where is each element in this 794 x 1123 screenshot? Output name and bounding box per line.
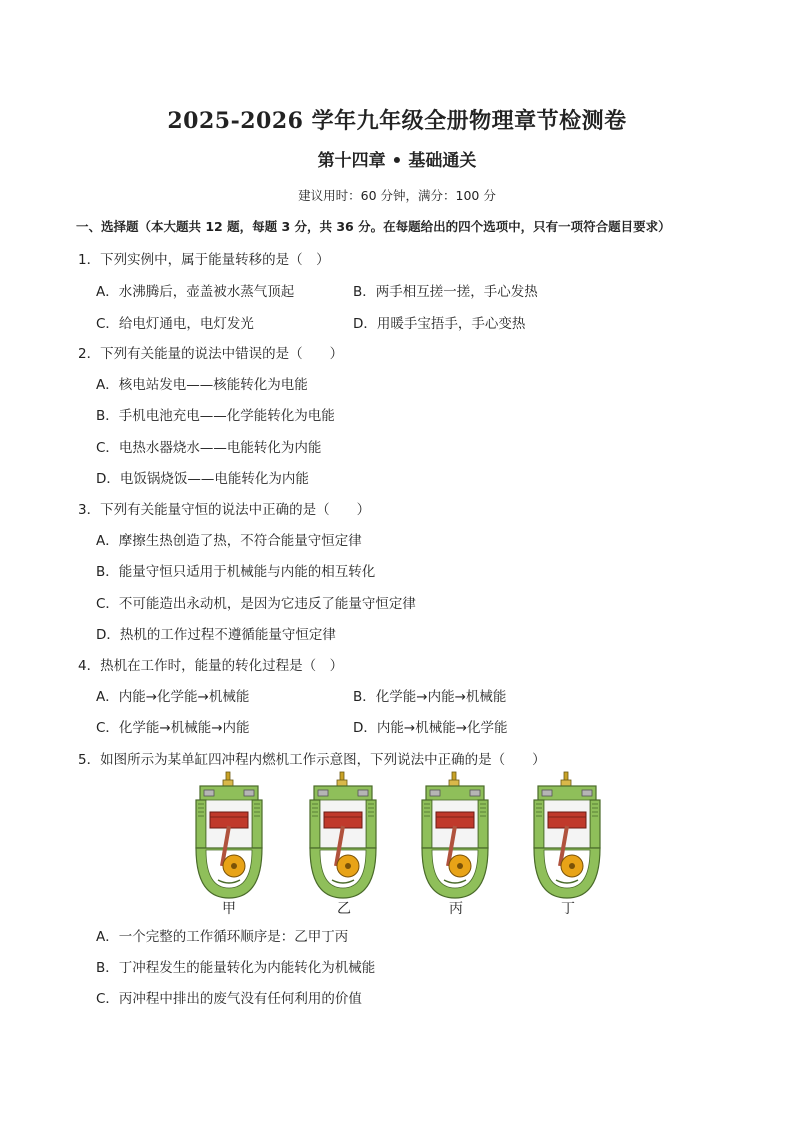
question-3-option-d: D．热机的工作过程不遵循能量守恒定律 (96, 627, 336, 643)
engine-strokes-figure (190, 770, 620, 920)
figure-label-ding: 丁 (561, 901, 575, 917)
exam-meta: 建议用时：60 分钟，满分：100 分 (298, 188, 496, 203)
figure-label-yi: 乙 (337, 901, 351, 917)
question-2-option-a: A．核电站发电——核能转化为电能 (96, 377, 308, 393)
chapter-subtitle: 第十四章 • 基础通关 (317, 151, 477, 171)
page-title: 2025-2026 学年九年级全册物理章节检测卷 (167, 108, 627, 134)
question-5-option-b: B．丁冲程发生的能量转化为内能转化为机械能 (96, 960, 376, 976)
question-1-stem: 1．下列实例中，属于能量转移的是（ ） (78, 252, 330, 268)
question-1-option-d: D．用暖手宝捂手，手心变热 (353, 316, 526, 332)
question-4-option-b: B．化学能→内能→机械能 (353, 689, 507, 705)
question-1-option-b: B．两手相互搓一搓，手心发热 (353, 284, 538, 300)
question-3-option-c: C．不可能造出永动机，是因为它违反了能量守恒定律 (96, 596, 416, 612)
question-4-option-d: D．内能→机械能→化学能 (353, 720, 508, 736)
question-4-stem: 4．热机在工作时，能量的转化过程是（ ） (78, 658, 344, 674)
question-4-option-a: A．内能→化学能→机械能 (96, 689, 250, 705)
question-5-option-c: C．丙冲程中排出的废气没有任何利用的价值 (96, 991, 362, 1007)
question-2-option-d: D．电饭锅烧饭——电能转化为内能 (96, 471, 309, 487)
question-3-option-a: A．摩擦生热创造了热，不符合能量守恒定律 (96, 533, 362, 549)
question-2-stem: 2．下列有关能量的说法中错误的是（ ） (78, 346, 344, 362)
question-4-option-c: C．化学能→机械能→内能 (96, 720, 250, 736)
figure-label-jia: 甲 (222, 901, 236, 917)
question-3-stem: 3．下列有关能量守恒的说法中正确的是（ ） (78, 502, 371, 518)
question-3-option-b: B．能量守恒只适用于机械能与内能的相互转化 (96, 564, 376, 580)
question-2-option-b: B．手机电池充电——化学能转化为电能 (96, 408, 335, 424)
question-1-option-a: A．水沸腾后，壶盖被水蒸气顶起 (96, 284, 295, 300)
question-5-option-a: A．一个完整的工作循环顺序是：乙甲丁丙 (96, 929, 349, 945)
question-5-stem: 5．如图所示为某单缸四冲程内燃机工作示意图，下列说法中正确的是（ ） (78, 752, 546, 768)
question-2-option-c: C．电热水器烧水——电能转化为内能 (96, 440, 322, 456)
section-heading: 一、选择题（本大题共 12 题，每题 3 分，共 36 分。在每题给出的四个选项中，只有一项符合题目要求） (76, 219, 671, 234)
question-1-option-c: C．给电灯通电，电灯发光 (96, 316, 254, 332)
figure-label-bing: 丙 (449, 901, 463, 917)
